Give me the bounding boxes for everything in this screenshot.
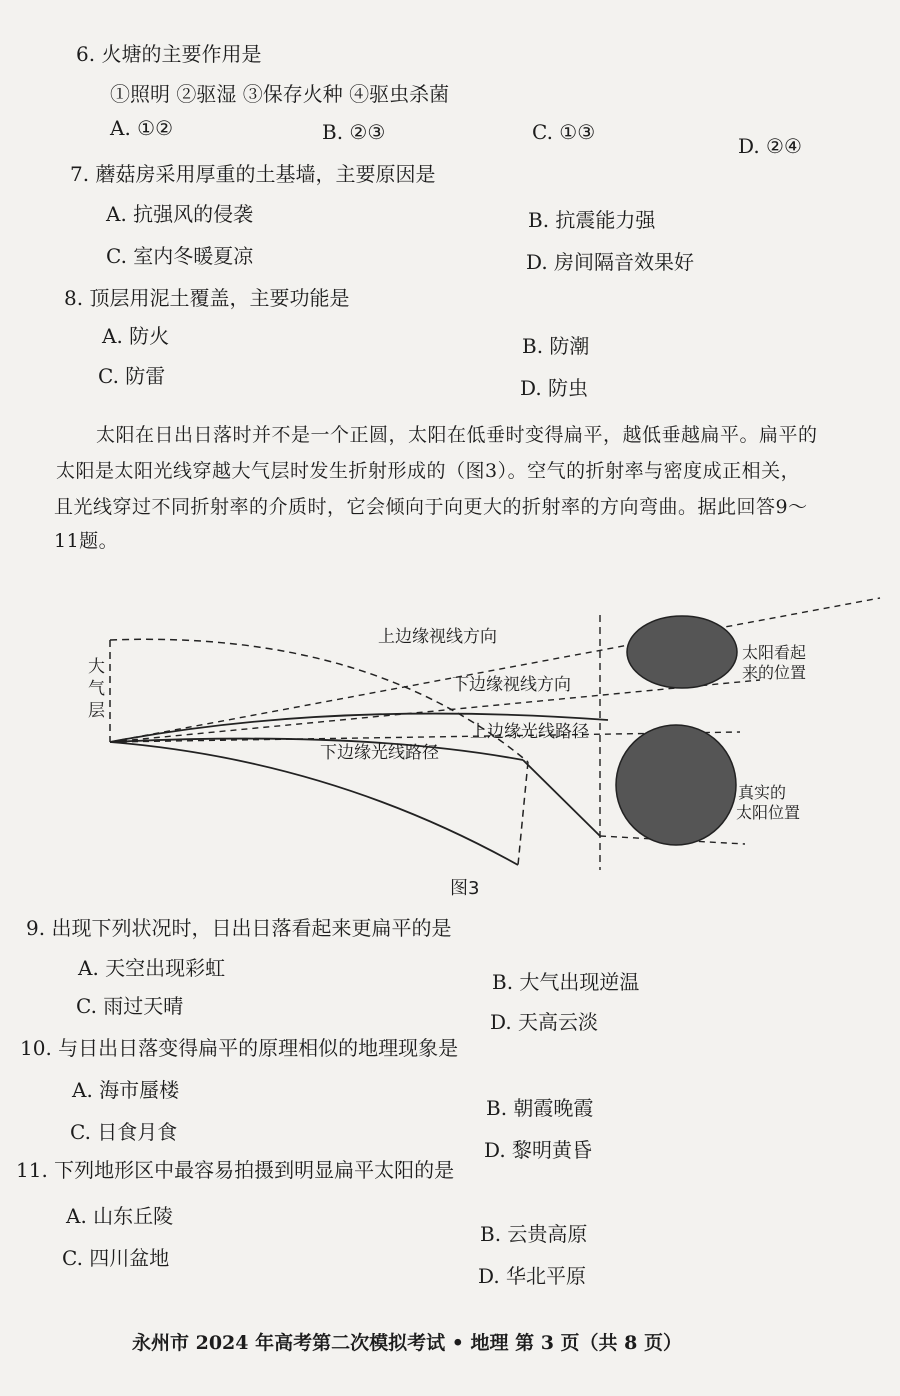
- question-7-option-d: D. 房间隔音效果好: [526, 250, 695, 274]
- real-sun: [616, 725, 736, 845]
- lower-path-label: 下边缘光线路径: [320, 743, 439, 763]
- atmosphere-label-3: 层: [88, 701, 105, 721]
- question-10-option-c: C. 日食月食: [70, 1120, 178, 1144]
- question-6-option-a: A. ①②: [110, 116, 174, 140]
- question-10-option-d: D. 黎明黄昏: [484, 1138, 593, 1162]
- question-9-option-b: B. 大气出现逆温: [492, 970, 640, 994]
- passage-line-4: 11题。: [54, 530, 119, 552]
- question-8-stem: 8. 顶层用泥土覆盖，主要功能是: [64, 286, 350, 310]
- question-6-option-b: B. ②③: [322, 120, 386, 144]
- atmosphere-label-2: 气: [88, 679, 105, 699]
- question-9-option-c: C. 雨过天晴: [76, 994, 184, 1018]
- passage-line-2: 太阳是太阳光线穿越大气层时发生折射形成的（图3）。空气的折射率与密度成正相关，: [56, 460, 801, 482]
- atmosphere-floor-curve: [110, 742, 518, 865]
- question-9-option-d: D. 天高云淡: [490, 1010, 599, 1034]
- real-sun-label-1: 真实的: [738, 783, 787, 802]
- question-11-option-d: D. 华北平原: [478, 1264, 587, 1288]
- lower-sight-label: 下边缘视线方向: [452, 675, 571, 695]
- apparent-sun-label-2: 来的位置: [742, 663, 807, 682]
- question-8-option-c: C. 防雷: [98, 364, 166, 388]
- passage-line-1: 太阳在日出日落时并不是一个正圆，太阳在低垂时变得扁平，越低垂越扁平。扁平的: [96, 424, 818, 446]
- question-7-option-a: A. 抗强风的侵袭: [106, 202, 254, 226]
- question-11-option-a: A. 山东丘陵: [66, 1204, 174, 1228]
- question-11-option-b: B. 云贵高原: [480, 1222, 588, 1246]
- lower-edge-ray-exit: [523, 760, 600, 836]
- passage-line-3: 且光线穿过不同折射率的介质时，它会倾向于向更大的折射率的方向弯曲。据此回答9～: [54, 496, 808, 518]
- question-7-option-b: B. 抗震能力强: [528, 208, 656, 232]
- question-10-stem: 10. 与日出日落变得扁平的原理相似的地理现象是: [20, 1036, 459, 1060]
- question-10-option-b: B. 朝霞晚霞: [486, 1096, 594, 1120]
- question-6-stem: 6. 火塘的主要作用是: [76, 42, 262, 66]
- page-footer: 永州市 2024 年高考第二次模拟考试 • 地理 第 3 页（共 8 页）: [132, 1332, 682, 1354]
- question-6-option-d: D. ②④: [738, 134, 802, 158]
- apparent-sun-label-1: 太阳看起: [742, 643, 807, 662]
- atmosphere-label-1: 大: [88, 657, 105, 677]
- atmosphere-boundary: [110, 639, 528, 865]
- question-7-option-c: C. 室内冬暖夏凉: [106, 244, 254, 268]
- figure-caption: 图3: [450, 878, 480, 899]
- question-11-stem: 11. 下列地形区中最容易拍摄到明显扁平太阳的是: [16, 1158, 455, 1182]
- question-6-items: ①照明 ②驱湿 ③保存火种 ④驱虫杀菌: [110, 82, 450, 106]
- question-8-option-a: A. 防火: [102, 324, 170, 348]
- refraction-diagram: [0, 575, 900, 900]
- question-6-option-c: C. ①③: [532, 120, 596, 144]
- upper-sight-label: 上边缘视线方向: [378, 627, 497, 647]
- upper-path-label: 上边缘光线路径: [470, 722, 589, 742]
- question-8-option-d: D. 防虫: [520, 376, 589, 400]
- question-8-option-b: B. 防潮: [522, 334, 590, 358]
- question-11-option-c: C. 四川盆地: [62, 1246, 170, 1270]
- question-9-option-a: A. 天空出现彩虹: [78, 956, 226, 980]
- question-10-option-a: A. 海市蜃楼: [72, 1078, 180, 1102]
- real-sun-label-2: 太阳位置: [736, 803, 801, 822]
- apparent-sun: [627, 616, 737, 688]
- question-7-stem: 7. 蘑菇房采用厚重的土基墙，主要原因是: [70, 162, 436, 186]
- question-9-stem: 9. 出现下列状况时，日出日落看起来更扁平的是: [26, 916, 452, 940]
